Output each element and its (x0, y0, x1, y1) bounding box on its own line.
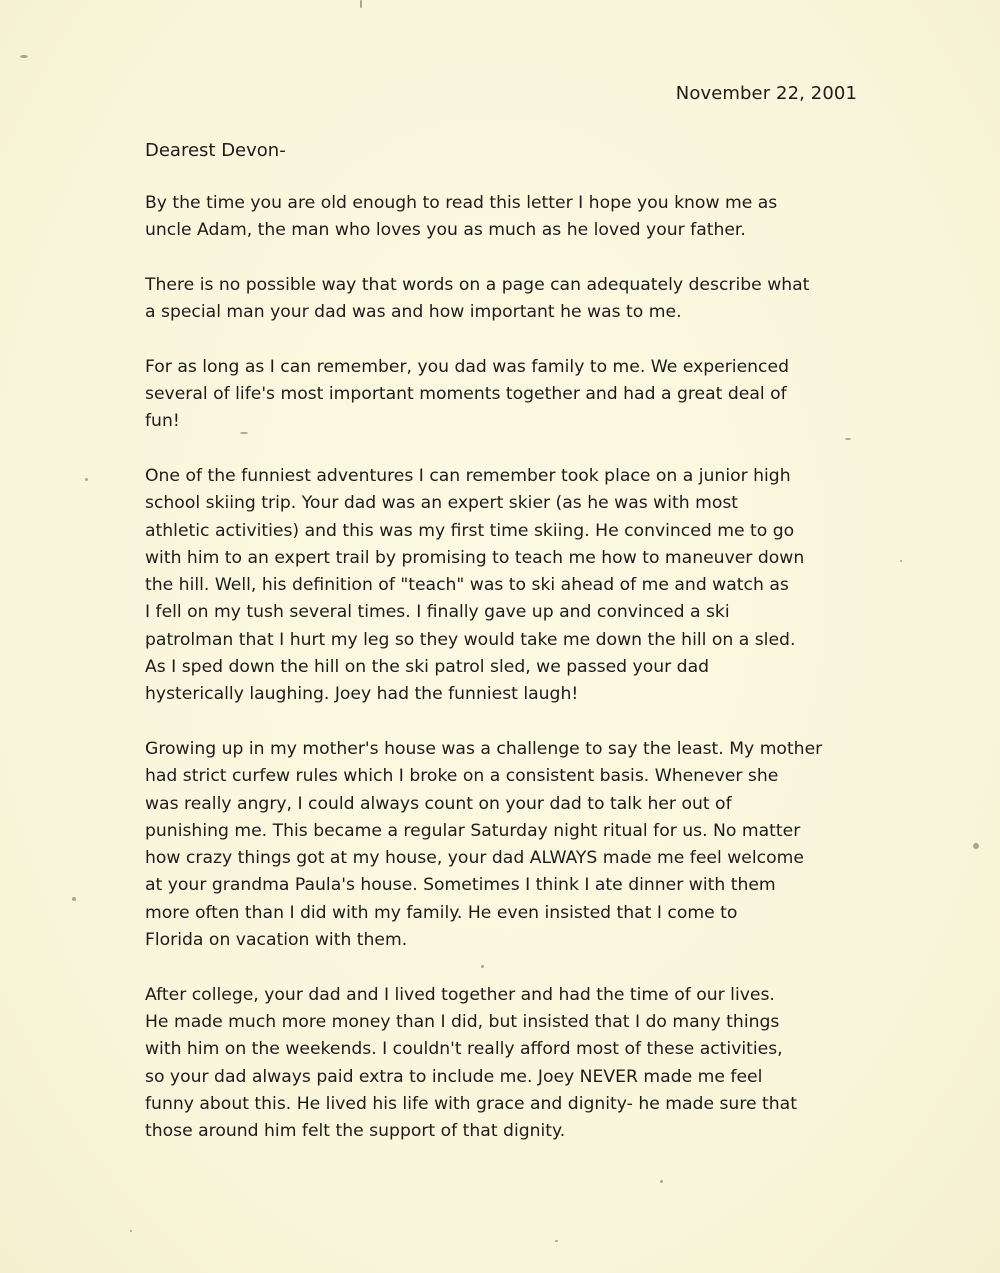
paper-speck (555, 1240, 558, 1242)
paper-speck (20, 55, 28, 58)
paper-speck (900, 560, 902, 562)
letter-body (145, 190, 860, 1173)
paper-speck (360, 0, 362, 8)
paper-speck (130, 1230, 132, 1232)
letter-date: November 22, 2001 (675, 83, 857, 104)
letter-salutation: Dearest Devon- (145, 140, 286, 161)
paragraph: After college, your dad and I lived together and had the time of our lives. He made much more money than I did, but insisted that I do many things with him on the weekends. I couldn't really afford most of these activities, so your dad always paid extra to include me. Joey NEVER made me feel funny about this. He lived his life with grace and dignity- he made sure that those around him felt the support of that dignity. (145, 984, 797, 1142)
paragraph: One of the funniest adventures I can remember took place on a junior high school skiing trip. Your dad was an expert skier (as he was with most athletic activities) and this was my first time skiing. He convinced me to go with him to an expert trail by promising to teach me how to maneuver down the hill. Well, his definition of "teach" was to ski ahead of me and watch as I fell on my tush several times. I finally gave up and convinced a ski patrolman that I hurt my leg so they would take me down the hill on a sled. As I sped down the hill on the ski patrol sled, we passed your dad hysterically laughing. Joey had the funniest laugh! (145, 465, 805, 705)
paper-speck (973, 843, 979, 849)
paragraph: There is no possible way that words on a page can adequately describe what a special man your dad was and how important he was to me. (145, 274, 810, 323)
paper-speck (72, 897, 76, 901)
paragraph: For as long as I can remember, you dad was family to me. We experienced several of life's most important moments together and had a great deal of fun! (145, 356, 789, 432)
paper-speck (85, 478, 88, 481)
paper-speck (660, 1180, 663, 1183)
paragraph: Growing up in my mother's house was a challenge to say the least. My mother had strict curfew rules which I broke on a consistent basis. Whenever she was really angry, I could always count on your dad to talk her out of punishing me. This became a regular Saturday night ritual for us. No matter how crazy things got at my house, your dad ALWAYS made me feel welcome at your grandma Paula's house. Sometimes I think I ate dinner with them more often than I did with my family. He even insisted that I come to Florida on vacation with them. (145, 738, 823, 951)
paragraph: By the time you are old enough to read this letter I hope you know me as uncle Adam, the man who loves you as much as he loved your father. (145, 193, 778, 241)
